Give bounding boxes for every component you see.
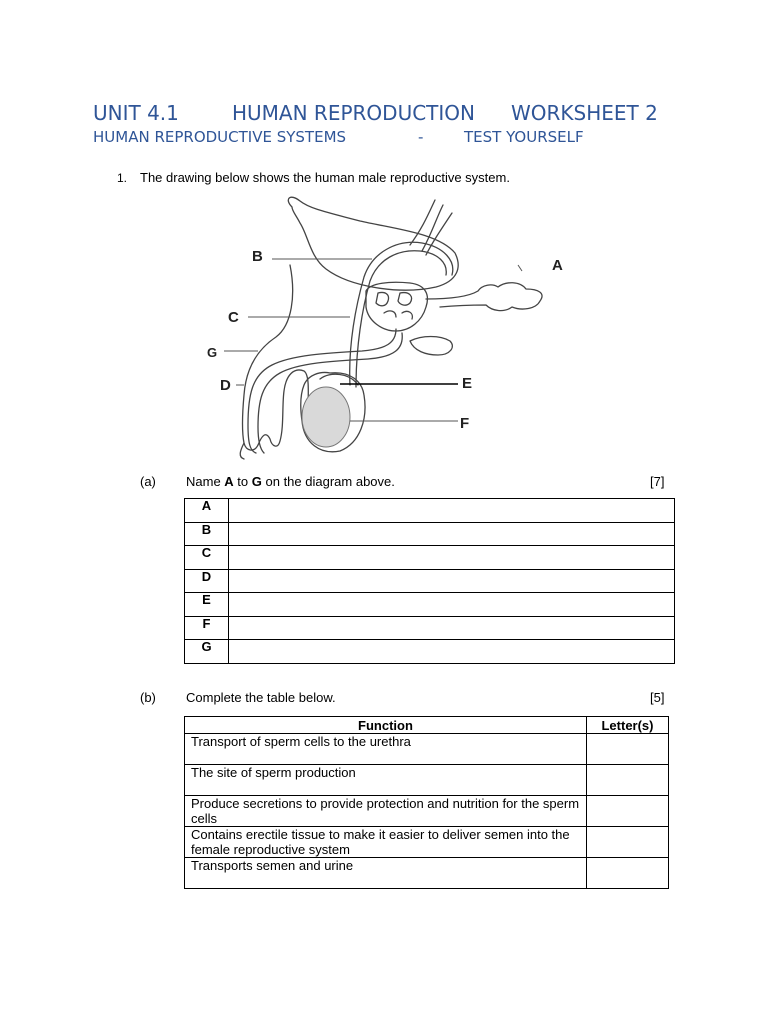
answer-cell[interactable]: [229, 546, 675, 570]
table-row: [185, 827, 669, 858]
subtitle-dash: -: [418, 128, 424, 146]
letter-answer-cell[interactable]: [587, 858, 669, 889]
penis-shape: [243, 265, 293, 450]
question-number: 1.: [117, 171, 128, 185]
part-a-marks: [7]: [650, 474, 665, 489]
answer-cell[interactable]: [229, 616, 675, 640]
unit-title: UNIT 4.1: [93, 101, 179, 125]
part-b-marker: (b): [140, 690, 156, 705]
answer-cell[interactable]: [229, 522, 675, 546]
answer-cell[interactable]: [229, 593, 675, 617]
function-header: Function: [185, 717, 587, 734]
function-cell: Contains erectile tissue to make it easier to deliver semen into the female reproductive system: [185, 827, 587, 858]
letter-answer-cell[interactable]: [587, 734, 669, 765]
male-reproductive-diagram: [200, 195, 563, 465]
label-c: C: [228, 309, 239, 326]
row-letter: E: [185, 593, 229, 617]
function-cell: Produce secretions to provide protection and nutrition for the sperm cells: [185, 796, 587, 827]
cowpers-gland-shape: [410, 337, 452, 356]
function-cell: Transport of sperm cells to the urethra: [185, 734, 587, 765]
row-letter: D: [185, 569, 229, 593]
answer-cell[interactable]: [229, 640, 675, 664]
table-row: [185, 593, 675, 617]
row-letter: F: [185, 616, 229, 640]
label-a: A: [552, 257, 563, 274]
subtitle-test-yourself: TEST YOURSELF: [464, 128, 584, 146]
seminal-vesicle-shape: [426, 283, 542, 311]
row-letter: G: [185, 640, 229, 664]
sperm-duct-shape: [350, 242, 453, 385]
letters-header: Letter(s): [587, 717, 669, 734]
subtitle-systems: HUMAN REPRODUCTIVE SYSTEMS: [93, 128, 347, 146]
question-text: The drawing below shows the human male reproductive system.: [140, 170, 510, 185]
answer-cell[interactable]: [229, 569, 675, 593]
table-header-row: [185, 717, 669, 734]
row-letter: B: [185, 522, 229, 546]
testis-shape: [302, 387, 350, 447]
answer-cell[interactable]: [229, 499, 675, 523]
table-row: [185, 569, 675, 593]
topic-title: HUMAN REPRODUCTION: [232, 101, 475, 125]
table-row: [185, 858, 669, 889]
part-b-instruction: Complete the table below.: [186, 690, 336, 705]
table-row: [185, 734, 669, 765]
table-row: [185, 765, 669, 796]
row-letter: C: [185, 546, 229, 570]
function-table: [184, 716, 669, 889]
letter-answer-cell[interactable]: [587, 765, 669, 796]
label-g: G: [207, 345, 218, 360]
label-f: F: [460, 415, 470, 432]
table-row: [185, 640, 675, 664]
table-row: [185, 796, 669, 827]
function-cell: The site of sperm production: [185, 765, 587, 796]
label-b: B: [252, 248, 263, 265]
worksheet-title: WORKSHEET 2: [511, 101, 658, 125]
table-row: [185, 499, 675, 523]
row-letter: A: [185, 499, 229, 523]
function-cell: Transports semen and urine: [185, 858, 587, 889]
label-e: E: [462, 375, 473, 392]
part-a-marker: (a): [140, 474, 156, 489]
name-answer-table: [184, 498, 675, 664]
label-d: D: [220, 377, 231, 394]
table-row: [185, 522, 675, 546]
part-b-marks: [5]: [650, 690, 665, 705]
part-a-instruction: Name A to G on the diagram above.: [186, 474, 395, 489]
letter-answer-cell[interactable]: [587, 827, 669, 858]
table-row: [185, 616, 675, 640]
letter-answer-cell[interactable]: [587, 796, 669, 827]
table-row: [185, 546, 675, 570]
